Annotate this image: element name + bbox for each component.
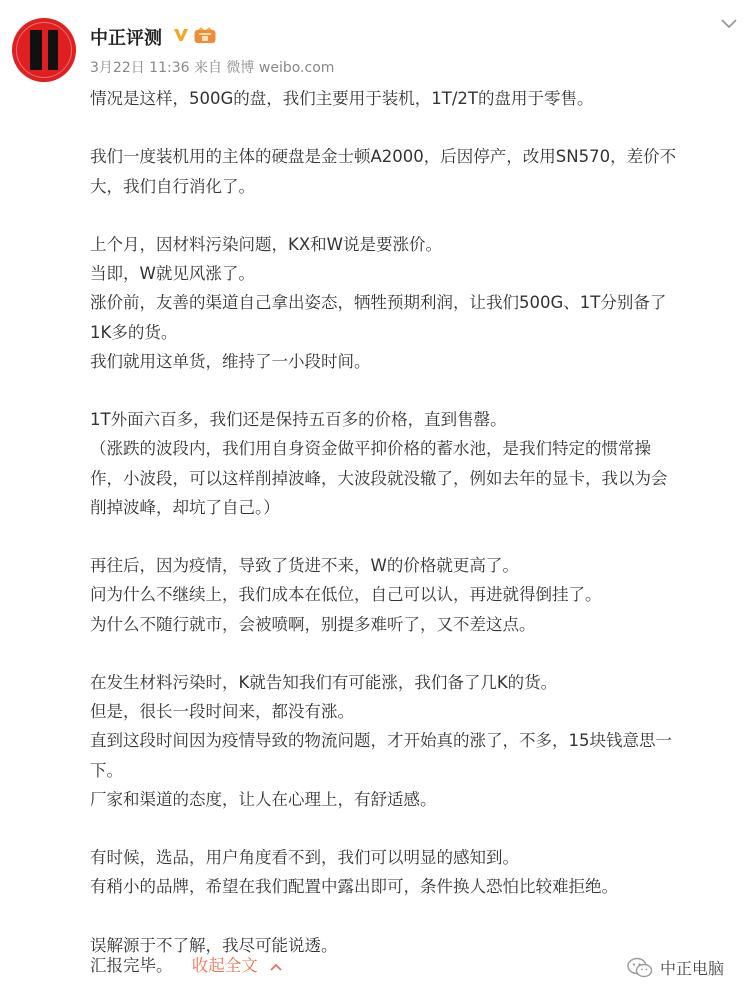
post-line: 但是，很长一段时间来，都没有涨。 — [90, 702, 354, 722]
post-line: 再往后，因为疫情，导致了货进不来，W的价格就更高了。 — [90, 556, 519, 576]
post-line: 我们就用这单货，维持了一小段时间。 — [90, 351, 371, 371]
avatar-logo-bar — [42, 26, 48, 74]
paragraph-gap — [90, 902, 738, 931]
paragraph-gap — [90, 113, 738, 142]
paragraph-gap — [90, 639, 738, 668]
paragraph-gap — [90, 201, 738, 230]
post-line: 我们一度装机用的主体的硬盘是金士顿A2000，后因停产，改用SN570，差价不 — [90, 147, 677, 167]
post-line: 涨价前，友善的渠道自己拿出姿态，牺牲预期利润，让我们500G、1T分别备了 — [90, 293, 667, 313]
final-line: 汇报完毕。 — [90, 956, 173, 975]
post-line: 情况是这样，500G的盘，我们主要用于装机，1T/2T的盘用于零售。 — [90, 89, 594, 108]
post-line: 厂家和渠道的态度，让人在心理上，有舒适感。 — [90, 789, 437, 809]
avatar[interactable] — [12, 18, 76, 82]
post-timestamp[interactable]: 3月22日 11:36 — [90, 60, 190, 76]
paragraph-gap — [90, 814, 738, 843]
paragraph-gap — [90, 376, 738, 405]
collapse-button[interactable] — [192, 956, 283, 975]
post-line: 有时候，选品，用户角度看不到，我们可以明显的感知到。 — [90, 848, 519, 868]
chevron-down-icon[interactable] — [720, 18, 738, 30]
post-content — [90, 84, 738, 960]
post-line: 问为什么不继续上，我们成本在低位，自己可以认，再进就得倒挂了。 — [90, 585, 602, 605]
post-line: 上个月，因材料污染问题，KX和W说是要涨价。 — [90, 234, 442, 254]
level-badge-icon — [194, 27, 216, 44]
post-line: （涨跌的波段内，我们用自身资金做平抑价格的蓄水池，是我们特定的惯常操 — [90, 439, 651, 459]
post-line: 1T外面六百多，我们还是保持五百多的价格，直到售罄。 — [90, 410, 507, 430]
post-line: 直到这段时间因为疫情导致的物流问题，才开始真的涨了，不多，15块钱意思一 — [90, 731, 672, 751]
collapse-label: 收起全文 — [191, 956, 258, 975]
post-line: 下。 — [90, 760, 123, 780]
chevron-up-icon — [269, 962, 283, 972]
post-line: 1K多的货。 — [90, 322, 178, 342]
post-line: 作，小波段，可以这样削掉波峰，大波段就没辙了，例如去年的显卡，我以为会 — [90, 468, 668, 488]
post-line: 当即，W就见风涨了。 — [90, 264, 255, 284]
author-name[interactable]: 中正评测 — [90, 28, 162, 49]
post-meta — [90, 57, 334, 77]
post-line: 在发生材料污染时，K就告知我们有可能涨，我们备了几K的货。 — [90, 672, 558, 692]
paragraph-gap — [90, 522, 738, 551]
post-line: 为什么不随行就市，会被喷啊，别提多难听了，又不差这点。 — [90, 614, 536, 634]
post-line: 大，我们自行消化了。 — [90, 176, 255, 196]
watermark-text: 中正电脑 — [660, 959, 725, 978]
post-line: 削掉波峰，却坑了自己。） — [90, 497, 280, 517]
post-source: 来自 微博 weibo.com — [193, 60, 335, 76]
post-footer — [90, 952, 283, 976]
post-line: 误解源于不了解，我尽可能说透。 — [90, 935, 338, 955]
wechat-icon — [627, 957, 653, 979]
verified-icon — [172, 26, 190, 44]
post-line: 有稍小的品牌，希望在我们配置中露出即可，条件换人恐怕比较难拒绝。 — [90, 877, 618, 897]
